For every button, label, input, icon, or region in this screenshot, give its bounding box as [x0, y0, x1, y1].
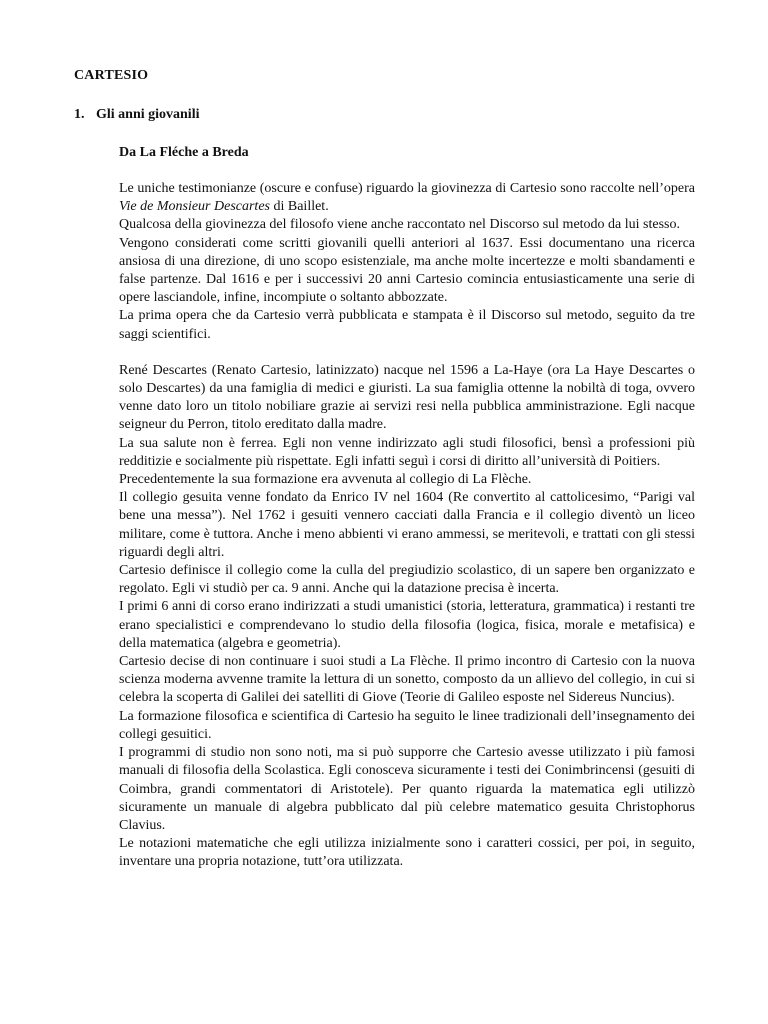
- paragraph-prima-opera: La prima opera che da Cartesio verrà pubblicata e stampata è il Discorso sul metodo, seguito da tre saggi scientifici.: [119, 308, 695, 342]
- paragraph-testimonianze: [119, 180, 695, 216]
- paragraph-spacer: [119, 344, 695, 362]
- subsection-heading: Da La Fléche a Breda: [119, 145, 249, 160]
- section-number: 1.: [74, 107, 85, 122]
- paragraph-nascita: René Descartes (Renato Cartesio, latinizzato) nacque nel 1596 a La-Haye (ora La Haye Descartes o solo Descartes) da una famiglia di medici e giuristi. La sua famiglia ottenne la nobiltà di toga, ovvero venne dato loro un titolo nobiliare grazie ai servizi resi nella pubblica amministrazione. Egli nacque seigneur du Perron, titolo ereditato dalla madre.: [119, 362, 695, 433]
- paragraph-text: Le uniche testimonianze (oscure e confuse) riguardo la giovinezza di Cartesio sono raccolte nell’opera: [119, 181, 695, 196]
- paragraph-giovinezza: Qualcosa della giovinezza del filosofo viene anche raccontato nel Discorso sul metodo da lui stesso.: [119, 217, 680, 233]
- paragraph-notazioni: Le notazioni matematiche che egli utilizza inizialmente sono i caratteri cossici, per poi, in seguito, inventare una propria notazione, tutt’ora utilizzata.: [119, 836, 695, 870]
- paragraph-salute: La sua salute non è ferrea. Egli non venne indirizzato agli studi filosofici, bensì a professioni più redditizie e socialmente più rispettate. Egli infatti seguì i corsi di diritto all’università di Poitiers.: [119, 435, 695, 469]
- paragraph-nuova-scienza: Cartesio decise di non continuare i suoi studi a La Flèche. Il primo incontro di Cartesio con la nuova scienza moderna avvenne tramite la lettura di un sonetto, composto da un allievo del collegio, in cui si celebra la scoperta di Galilei dei satelliti di Giove (Teorie di Galileo esposte nel Sidereus Nuncius).: [119, 654, 695, 706]
- paragraph-formazione-filosofica: La formazione filosofica e scientifica di Cartesio ha seguito le linee tradizionali dell’insegnamento dei collegi gesuitici.: [119, 708, 695, 742]
- paragraph-corsi: I primi 6 anni di corso erano indirizzati a studi umanistici (storia, letteratura, grammatica) i restanti tre erano specialistici e comprendevano lo studio della filosofia (logica, fisica, morale e metafisica) e della matematica (algebra e geometria).: [119, 599, 695, 651]
- paragraph-scritti-giovanili: Vengono considerati come scritti giovanili quelli anteriori al 1637. Essi documentano una ricerca ansiosa di una direzione, di uno scopo esistenziale, ma anche molte incertezze e molti sbandamenti e false partenze. Dal 1616 e per i successivi 20 anni Cartesio comincia entusiasticamente una serie di opere lasciandole, infine, incompiute o soltanto abbozzate.: [119, 235, 695, 306]
- section-title: Gli anni giovanili: [96, 107, 200, 122]
- book-title: Vie de Monsieur Descartes: [119, 199, 270, 215]
- paragraph-formazione: Precedentemente la sua formazione era avvenuta al collegio di La Flèche.: [119, 472, 532, 488]
- paragraph-pregiudizio: Cartesio definisce il collegio come la culla del pregiudizio scolastico, di un sapere ben organizzato e regolato. Egli vi studiò per ca. 9 anni. Anche qui la datazione precisa è incerta.: [119, 563, 695, 597]
- paragraph-collegio: Il collegio gesuita venne fondato da Enrico IV nel 1604 (Re convertito al cattolicesimo, “Parigi val bene una messa”). Nel 1762 i gesuiti vennero cacciati dalla Francia e il collegio diventò un liceo militare, come è tuttora. Anche i meno abbienti vi erano ammessi, se meritevoli, e trattati con gli stessi riguardi degli altri.: [119, 490, 695, 560]
- paragraph-text: di Baillet.: [269, 199, 329, 215]
- paragraph-programmi: I programmi di studio non sono noti, ma si può supporre che Cartesio avesse utilizzato i più famosi manuali di filosofia della Scolastica. Egli conosceva sicuramente i testi dei Conimbrincensi (gesuiti di Coimbra, grandi commentatori di Aristotele). Per quanto riguarda la matematica egli utilizzò sicuramente un manuale di algebra pubblicato dal più celebre matematico gesuita Christophorus Clavius.: [119, 745, 695, 833]
- document-body: [119, 180, 695, 872]
- document-title: CARTESIO: [74, 68, 149, 83]
- section-heading: [74, 107, 199, 123]
